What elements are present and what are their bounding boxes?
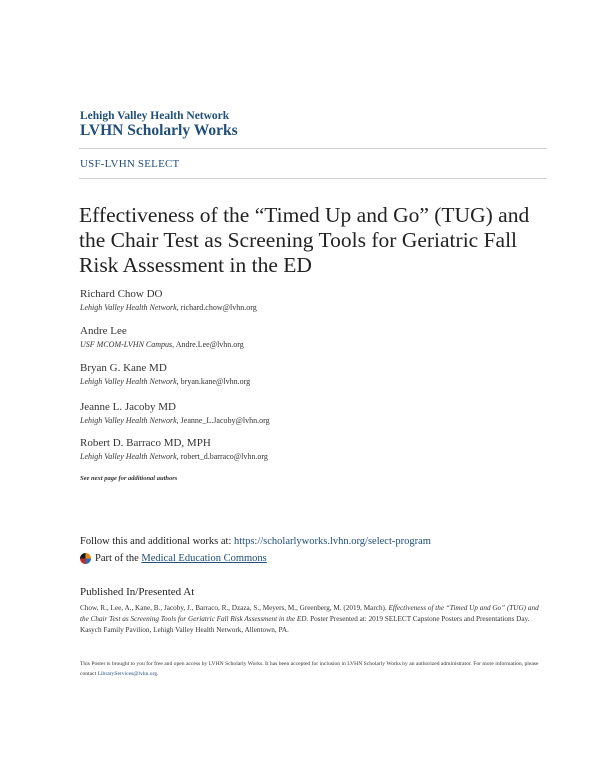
author-name: Bryan G. Kane MD: [80, 362, 167, 374]
network-commons-icon: [80, 553, 91, 564]
affiliation-name: Lehigh Valley Health Network: [80, 377, 177, 386]
author-email: , robert_d.barraco@lvhn.org: [176, 452, 268, 461]
part-of-text: Part of the: [95, 553, 139, 564]
follow-line: [80, 536, 431, 547]
affiliation-name: Lehigh Valley Health Network: [80, 452, 177, 461]
footer-end: .: [157, 671, 159, 677]
series-link[interactable]: USF-LVHN SELECT: [80, 158, 180, 170]
author-name: Jeanne L. Jacoby MD: [80, 401, 176, 413]
library-services-email-link[interactable]: LibraryServices@lvhn.org: [97, 671, 158, 677]
author-entry: [80, 288, 257, 312]
footer-text: This Poster is brought to you for free and open access by LVHN Scholarly Works. It has been accepted for inclusion in LVHN Scholarly Works by an authorized administrator. For more information, please contact: [80, 661, 539, 677]
citation-venue: Poster Presented at: 2019 SELECT Capstone Posters and Presentations Day. Kasych Family Pavilion, Lehigh Valley Health Network, Allentown, PA.: [80, 615, 530, 634]
affiliation-name: Lehigh Valley Health Network: [80, 416, 177, 425]
author-entry: [80, 325, 244, 349]
follow-url-link[interactable]: https://scholarlyworks.lvhn.org/select-program: [234, 536, 431, 547]
author-affiliation: [80, 452, 268, 461]
author-name: Richard Chow DO: [80, 288, 163, 300]
medical-education-commons-link[interactable]: Medical Education Commons: [141, 553, 267, 564]
author-email: , richard.chow@lvhn.org: [176, 303, 257, 312]
see-next-page-note: See next page for additional authors: [80, 475, 178, 482]
author-email: , Jeanne_L.Jacoby@lvhn.org: [176, 416, 270, 425]
divider-series: [79, 178, 547, 179]
author-name: Robert D. Barraco MD, MPH: [80, 437, 211, 449]
author-affiliation: [80, 416, 270, 425]
affiliation-name: Lehigh Valley Health Network: [80, 303, 177, 312]
author-email: , bryan.kane@lvhn.org: [176, 377, 251, 386]
divider-top: [79, 148, 547, 149]
author-entry: [80, 362, 250, 386]
author-affiliation: [80, 340, 244, 349]
published-heading: Published In/Presented At: [80, 586, 195, 598]
citation-title: Effectiveness of the “Timed Up and Go” (TUG) and the Chair Test as Screening Tools for Geriatric Fall Risk Assessment in the ED.: [80, 604, 539, 623]
part-of-line: [80, 553, 267, 564]
author-entry: [80, 437, 268, 461]
author-entry: [80, 401, 270, 425]
citation-authors: Chow, R., Lee, A., Kane, B., Jacoby, J., Barraco, R., Dzaza, S., Meyers, M., Greenberg, M. (2019, March).: [80, 604, 389, 612]
citation: [80, 603, 542, 636]
author-email: , Andre.Lee@lvhn.org: [172, 340, 244, 349]
author-name: Andre Lee: [80, 325, 127, 337]
document-title: Effectiveness of the “Timed Up and Go” (TUG) and the Chair Test as Screening Tools for Geriatric Fall Risk Assessment in the ED: [79, 203, 530, 277]
author-affiliation: [80, 303, 257, 312]
brand-name[interactable]: LVHN Scholarly Works: [80, 122, 238, 139]
brand-org: Lehigh Valley Health Network: [80, 110, 230, 122]
follow-text: Follow this and additional works at:: [80, 536, 234, 547]
access-footer: [80, 659, 546, 679]
affiliation-name: USF MCOM-LVHN Campus: [80, 340, 173, 349]
author-affiliation: [80, 377, 250, 386]
